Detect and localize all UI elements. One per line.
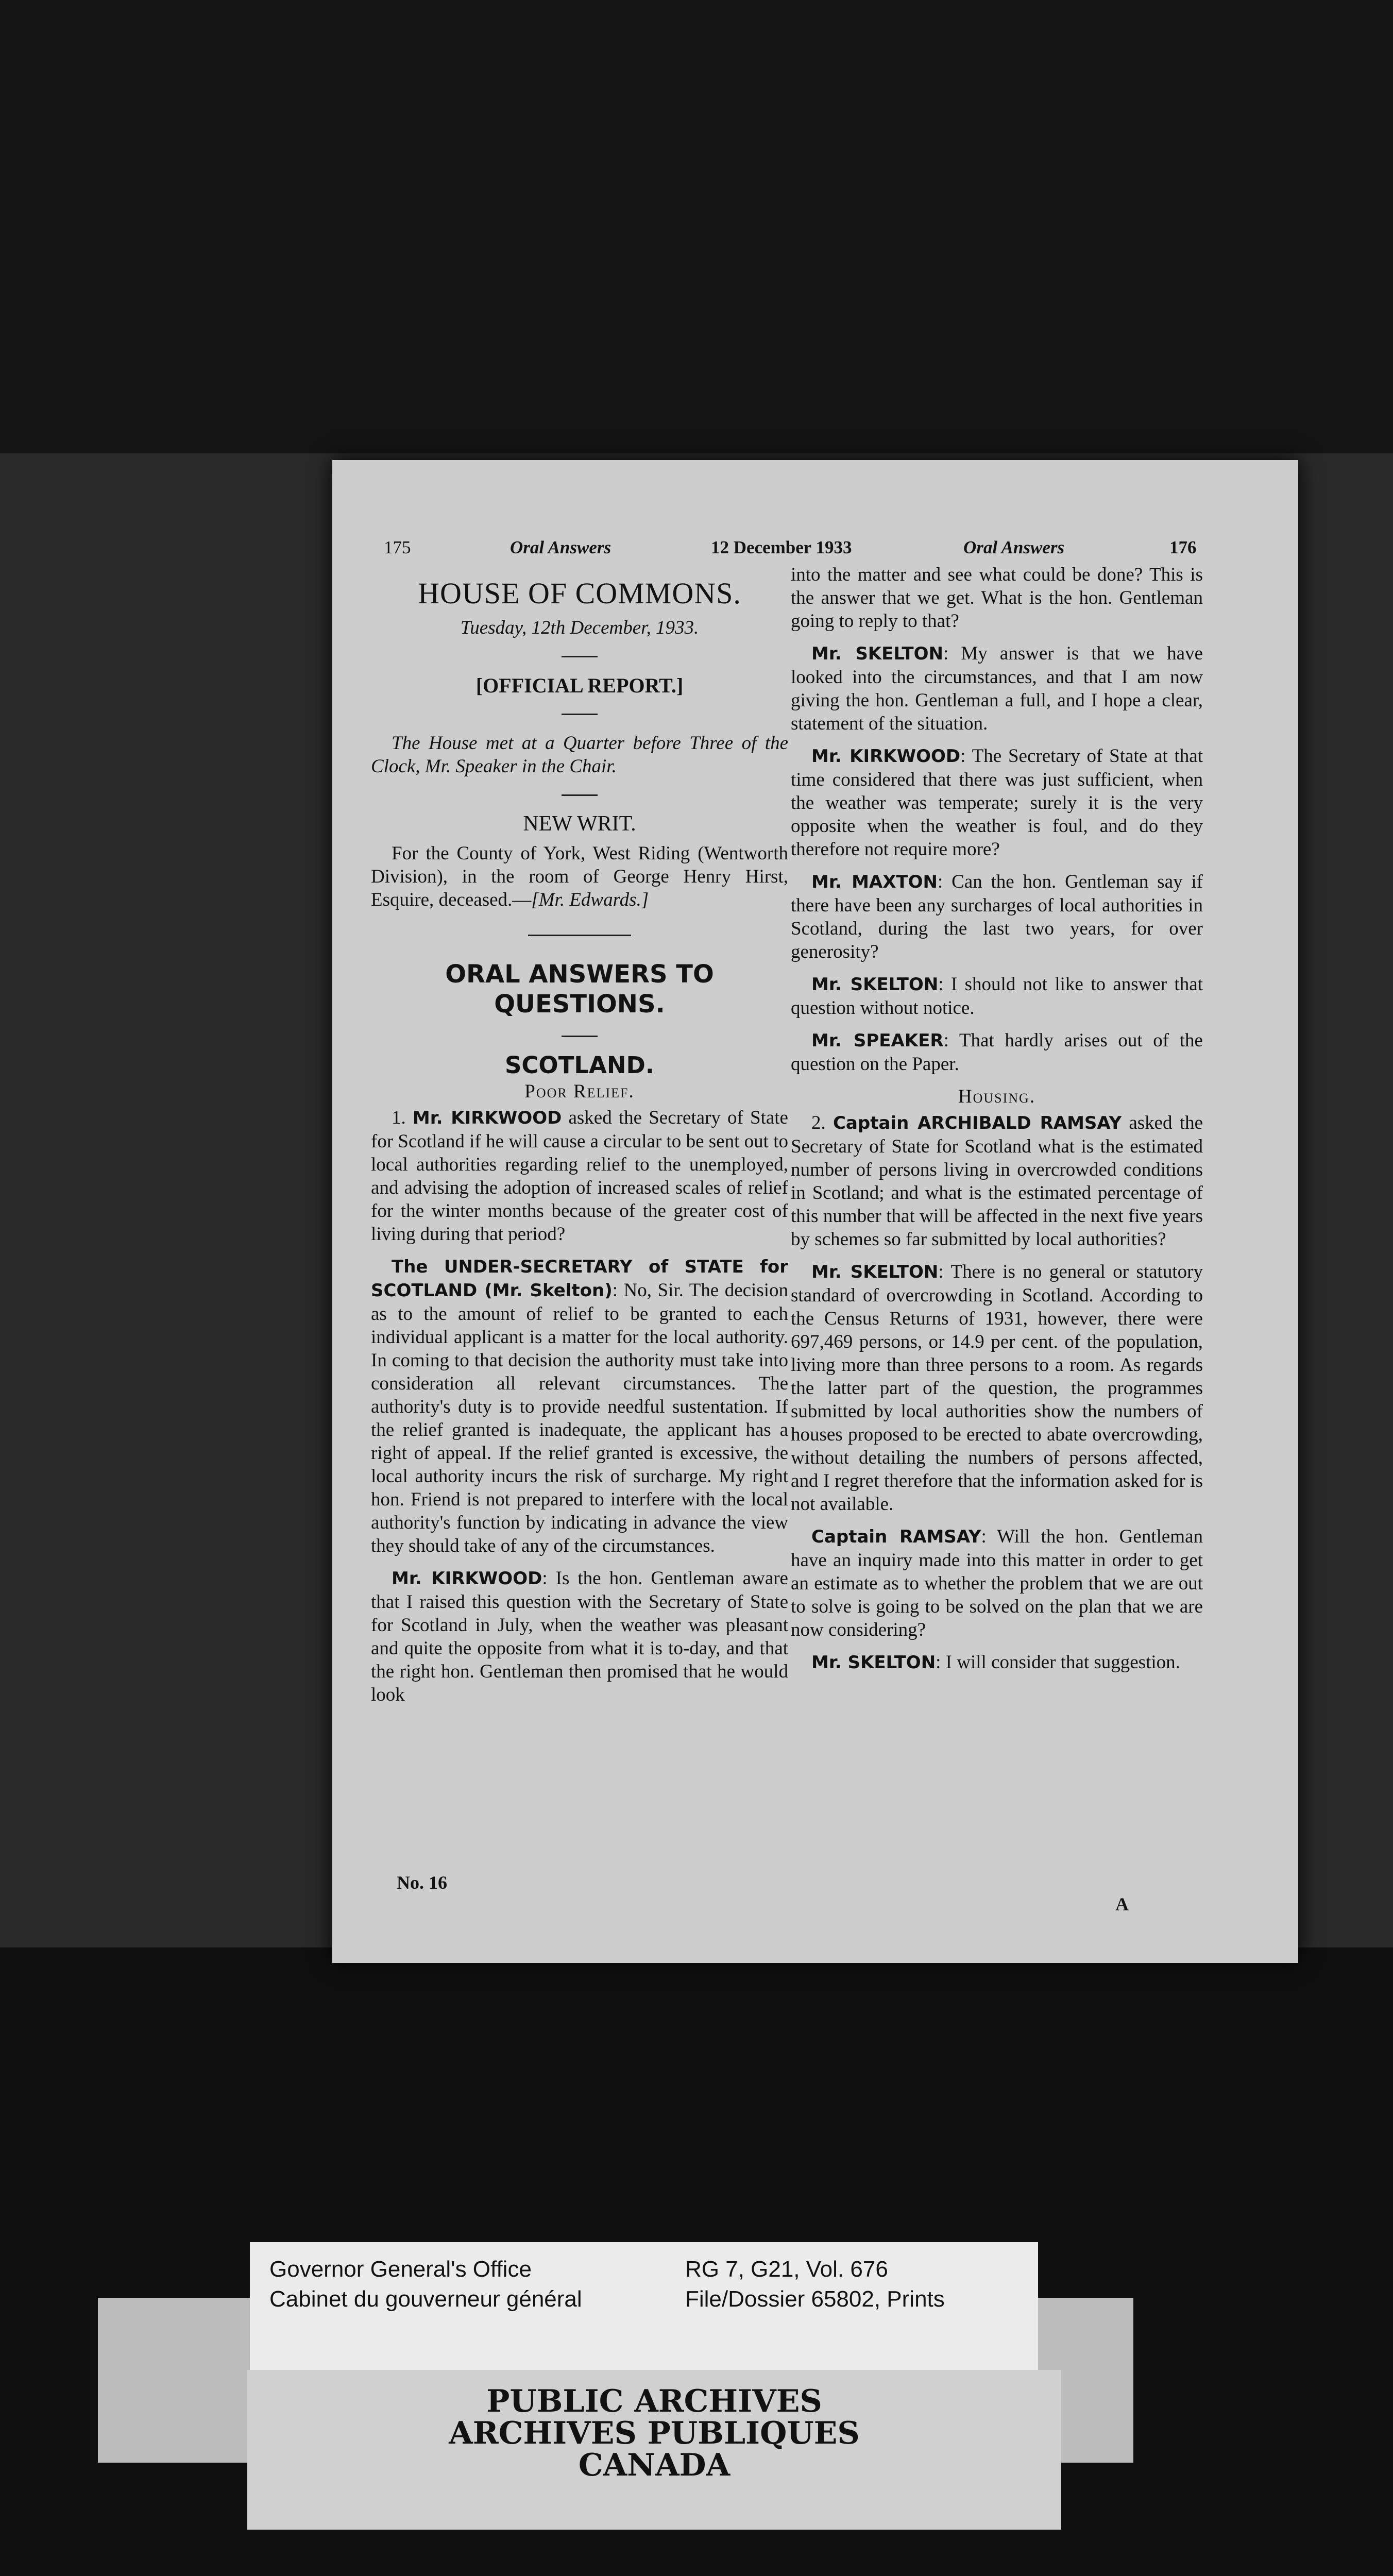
speaker-name: Mr. SKELTON (811, 1262, 939, 1282)
stamp-line-1: PUBLIC ARCHIVES (486, 2383, 822, 2419)
speaker-name: The UNDER-SECRETARY of STATE for SCOTLAND (Mr. Skelton) (371, 1257, 788, 1301)
reply-maxton: Mr. MAXTON: Can the hon. Gentleman say if there have been any surcharges of local authorities in Scotland, during the last two years, for over generosity? (791, 871, 1203, 962)
divider (562, 714, 598, 715)
reply-skelton: Mr. SKELTON: I will consider that suggestion. (811, 1652, 1180, 1673)
house-met-note: The House met at a Quarter before Three of the Clock, Mr. Speaker in the Chair. (371, 733, 788, 777)
divider (562, 794, 598, 796)
reply-speaker: Mr. SPEAKER: That hardly arises out of the question on the Paper. (791, 1030, 1203, 1075)
answer-1: The UNDER-SECRETARY of STATE for SCOTLAND (Mr. Skelton): No, Sir. The decision as to the amount of relief to be granted to each individual applicant is a matter for the local authority. In coming to that decision the authority must take into consideration all relevant circumstances. The authority's duty is to provide needful sustentation. If the relief granted is inadequate, the applicant has a right of appeal. If the relief granted is excessive, the local authority incurs the risk of surcharge. My right hon. Friend is not prepared to interfere with the local authority's function by indicating in advance the view they should take of any of the circumstances. (371, 1257, 788, 1556)
poor-relief-heading: Poor Relief. (524, 1081, 635, 1102)
answer-2: Mr. SKELTON: There is no general or statutory standard of overcrowding in Scotland. According to the Census Returns of 1931, however, there were 697,469 persons, or 14.9 per cent. of the population, living more than three persons to a room. As regards the latter part of the question, the programmes submitted by local authorities show the numbers of houses proposed to be erected to abate overcrowding, without detailing the numbers of persons affected, and I regret therefore that the information asked for is not available. (791, 1261, 1203, 1515)
footer-signature: A (1115, 1894, 1129, 1914)
running-head-left: Oral Answers (510, 537, 611, 557)
continued-text: into the matter and see what could be done? This is the answer that we get. What is the hon. Gentleman going to reply to that? (791, 564, 1203, 632)
official-report: [OFFICIAL REPORT.] (475, 674, 684, 697)
record-group: RG 7, G21, Vol. 676 (685, 2257, 888, 2282)
speaker-name: Captain RAMSAY (811, 1527, 981, 1547)
reply-skelton: Mr. SKELTON: I should not like to answer that question without notice. (791, 974, 1203, 1019)
office-french: Cabinet du gouverneur général (269, 2286, 582, 2312)
supplementary-kirkwood: Mr. KIRKWOOD: Is the hon. Gentleman aware that I raised this question with the Secretary of State for Scotland in July, when the weather was pleasant and quite the opposite from what it is to-day, and that the right hon. Gentleman then promised that he would look (371, 1568, 788, 1705)
running-head-date: 12 December 1933 (711, 537, 852, 557)
speaker-name: Mr. SPEAKER (811, 1030, 944, 1051)
stamp-line-3: CANADA (578, 2447, 731, 2483)
speaker-name: Mr. MAXTON (811, 872, 938, 892)
hansard-page (332, 460, 1298, 1963)
right-column (791, 563, 1203, 1684)
film-border-top (0, 0, 1393, 453)
archive-stamp (247, 2370, 1061, 2530)
reply-ramsay: Captain RAMSAY: Will the hon. Gentleman have an inquiry made into this matter in order to get an estimate as to whether the problem that we are out to solve is going to be solved on the plan that we are now considering? (791, 1526, 1203, 1640)
left-column (371, 571, 788, 1716)
housing-heading: Housing. (958, 1086, 1036, 1107)
divider (562, 1036, 598, 1037)
new-writ-heading: NEW WRIT. (523, 812, 636, 836)
reply-skelton: Mr. SKELTON: My answer is that we have looked into the circumstances, and that I am now giving the hon. Gentleman a full, and I hope a clear, statement of the situation. (791, 643, 1203, 734)
sitting-date: Tuesday, 12th December, 1933. (460, 617, 699, 638)
new-writ-text: For the County of York, West Riding (Wentworth Division), in the room of George Henry Hirst, Esquire, deceased.—[Mr. Edwards.] (371, 843, 788, 910)
oral-answers-heading: ORAL ANSWERS TO QUESTIONS. (445, 960, 714, 1019)
running-head-right: Oral Answers (963, 537, 1065, 557)
speaker-name: Mr. SKELTON (811, 974, 939, 995)
scotland-heading: SCOTLAND. (505, 1052, 654, 1079)
divider (528, 935, 631, 936)
speaker-name: Mr. KIRKWOOD (811, 746, 961, 767)
speaker-name: Mr. KIRKWOOD (412, 1108, 562, 1128)
speaker-name: Mr. SKELTON (811, 1652, 936, 1673)
archive-reference-label (250, 2242, 1038, 2389)
page-number-left: 175 (384, 537, 411, 557)
stamp-line-2: ARCHIVES PUBLIQUES (449, 2415, 860, 2451)
question-2: 2. Captain ARCHIBALD RAMSAY asked the Secretary of State for Scotland what is the estimated number of persons living in overcrowded conditions in Scotland; and what is the estimated percentage of this number that will be affected in the next five years by schemes so far submitted by local authorities? (791, 1112, 1203, 1250)
file-dossier: File/Dossier 65802, Prints (685, 2286, 945, 2312)
speaker-name: Mr. SKELTON (811, 643, 943, 664)
reply-kirkwood: Mr. KIRKWOOD: The Secretary of State at that time considered that there was just sufficient, when the weather was temperate; surely it is the very opposite when the weather is foul, and do they therefore not require more? (791, 745, 1203, 860)
new-writ-mover: [Mr. Edwards.] (531, 889, 649, 910)
office-english: Governor General's Office (269, 2257, 532, 2282)
question-1: 1. Mr. KIRKWOOD asked the Secretary of State for Scotland if he will cause a circular to be sent out to local authorities regarding relief to the unemployed, and advising the adoption of increased scales of relief for the winter months because of the greater cost of living during that period? (371, 1107, 788, 1245)
page-number-right: 176 (1169, 537, 1197, 557)
divider (562, 656, 598, 657)
speaker-name: Mr. KIRKWOOD (392, 1568, 542, 1589)
speaker-name: Captain ARCHIBALD RAMSAY (833, 1113, 1122, 1133)
footer-number: No. 16 (397, 1872, 447, 1893)
house-title: HOUSE OF COMMONS. (418, 577, 741, 610)
